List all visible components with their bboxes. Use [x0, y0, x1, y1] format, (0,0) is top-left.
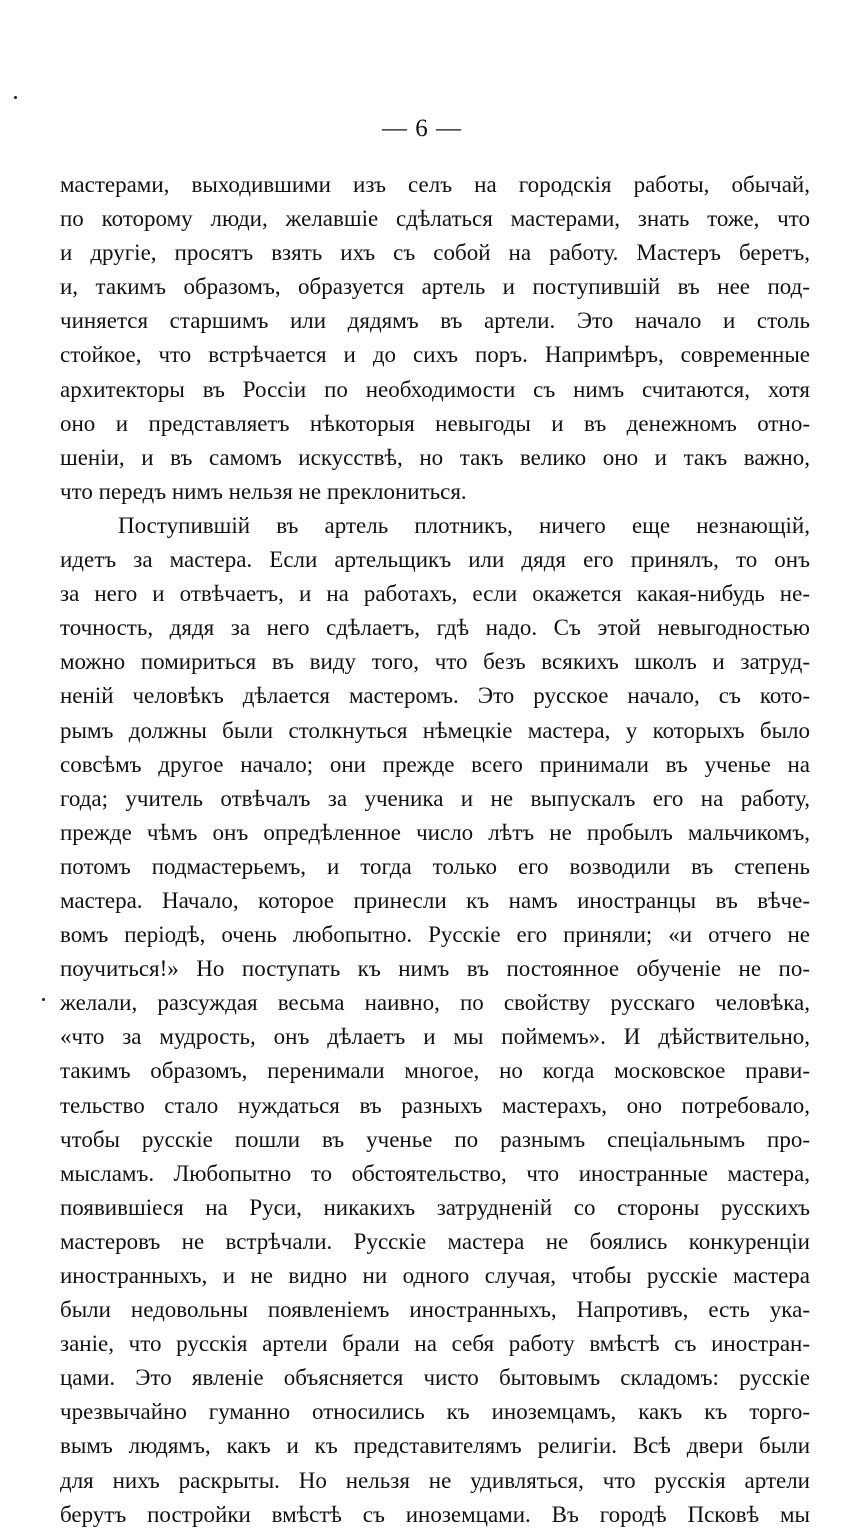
text-line: и другіе, просятъ взять ихъ съ собой на работу. Мастеръ беретъ,	[60, 240, 810, 266]
text-line: желали, разсуждая весьма наивно, по свойству русскаго человѣка,	[60, 990, 810, 1016]
text-line: тельство стало нуждаться въ разныхъ мастерахъ, оно потребовало,	[60, 1092, 810, 1118]
text-line: стойкое, что встрѣчается и до сихъ поръ. Напримѣръ, современные	[60, 342, 810, 368]
text-line: вомъ періодѣ, очень любопытно. Русскіе его приняли; «и отчего не	[60, 922, 810, 948]
text-line: что передъ нимъ нельзя не преклониться.	[60, 478, 467, 504]
text-line: неній человѣкъ дѣлается мастеромъ. Это русское начало, съ кото-	[60, 683, 810, 709]
page-number: — 6 —	[382, 115, 462, 142]
text-line: цами. Это явленіе объясняется чисто бытовымъ складомъ: русскіе	[60, 1365, 810, 1391]
text-line: Поступившій въ артель плотникъ, ничего еще незнающій,	[118, 512, 810, 538]
text-line: чтобы русскіе пошли въ ученье по разнымъ спеціальнымъ про-	[60, 1126, 810, 1152]
text-line: мастеровъ не встрѣчали. Русскіе мастера не боялись конкуренціи	[60, 1228, 810, 1254]
text-line: точность, дядя за него сдѣлаетъ, гдѣ надо. Съ этой невыгодностью	[60, 615, 810, 641]
text-line: оно и представляетъ нѣкоторыя невыгоды и въ денежномъ отно-	[60, 410, 810, 436]
text-line: иностранныхъ, и не видно ни одного случая, чтобы русскіе мастера	[60, 1263, 810, 1288]
body-text	[60, 168, 810, 1532]
print-speck	[14, 96, 17, 99]
text-line: чиняется старшимъ или дядямъ въ артели. Это начало и столь	[60, 308, 810, 334]
text-line: за него и отвѣчаетъ, и на работахъ, если окажется какая-нибудь не-	[60, 581, 810, 607]
paragraph	[60, 168, 810, 509]
text-line: можно помириться въ виду того, что безъ всякихъ школъ и затруд-	[60, 649, 810, 675]
text-line: года; учитель отвѣчалъ за ученика и не выпускалъ его на работу,	[60, 785, 810, 811]
text-line: берутъ постройки вмѣстѣ съ иноземцами. Въ городѣ Псковѣ мы	[60, 1501, 810, 1527]
text-line: рымъ должны были столкнуться нѣмецкіе мастера, у которыхъ было	[60, 717, 810, 743]
text-line: совсѣмъ другое начало; они прежде всего принимали въ ученье на	[60, 751, 810, 777]
text-line: поучиться!» Но поступать къ нимъ въ постоянное обученіе не по-	[60, 956, 810, 982]
text-line: заніе, что русскія артели брали на себя работу вмѣстѣ съ иностран-	[60, 1331, 810, 1357]
print-speck	[42, 998, 45, 1001]
text-line: «что за мудрость, онъ дѣлаетъ и мы поймемъ». И дѣйствительно,	[60, 1024, 810, 1050]
text-line: идетъ за мастера. Если артельщикъ или дядя его принялъ, то онъ	[60, 547, 810, 573]
text-line: были недовольны появленіемъ иностранныхъ, Напротивъ, есть ука-	[60, 1297, 810, 1323]
text-line: такимъ образомъ, перенимали многое, но когда московское прави-	[60, 1058, 810, 1084]
text-line: мастера. Начало, которое принесли къ намъ иностранцы въ вѣче-	[60, 887, 810, 913]
text-line: и, такимъ образомъ, образуется артель и поступившій въ нее под-	[60, 274, 810, 300]
text-line: мастерами, выходившими изъ селъ на городскія работы, обычай,	[60, 172, 810, 197]
text-line: архитекторы въ Россіи по необходимости съ нимъ считаются, хотя	[60, 376, 810, 402]
text-line: чрезвычайно гуманно относились къ иноземцамъ, какъ къ торго-	[60, 1399, 810, 1425]
text-line: для нихъ раскрыты. Но нельзя не удивляться, что русскія артели	[60, 1467, 810, 1493]
text-line: потомъ подмастерьемъ, и тогда только его возводили въ степень	[60, 853, 810, 879]
text-line: появившіеся на Руси, никакихъ затрудненій со стороны русскихъ	[60, 1194, 810, 1220]
text-line: мысламъ. Любопытно то обстоятельство, что иностранные мастера,	[60, 1160, 810, 1186]
text-line: шеніи, и въ самомъ искусствѣ, но такъ велико оно и такъ важно,	[60, 444, 810, 470]
paragraph	[60, 509, 810, 1532]
text-line: по которому люди, желавшіе сдѣлаться мастерами, знать тоже, что	[60, 206, 810, 232]
text-line: прежде чѣмъ онъ опредѣленное число лѣтъ не пробылъ мальчикомъ,	[60, 819, 810, 845]
text-line: вымъ людямъ, какъ и къ представителямъ религіи. Всѣ двери были	[60, 1433, 810, 1459]
